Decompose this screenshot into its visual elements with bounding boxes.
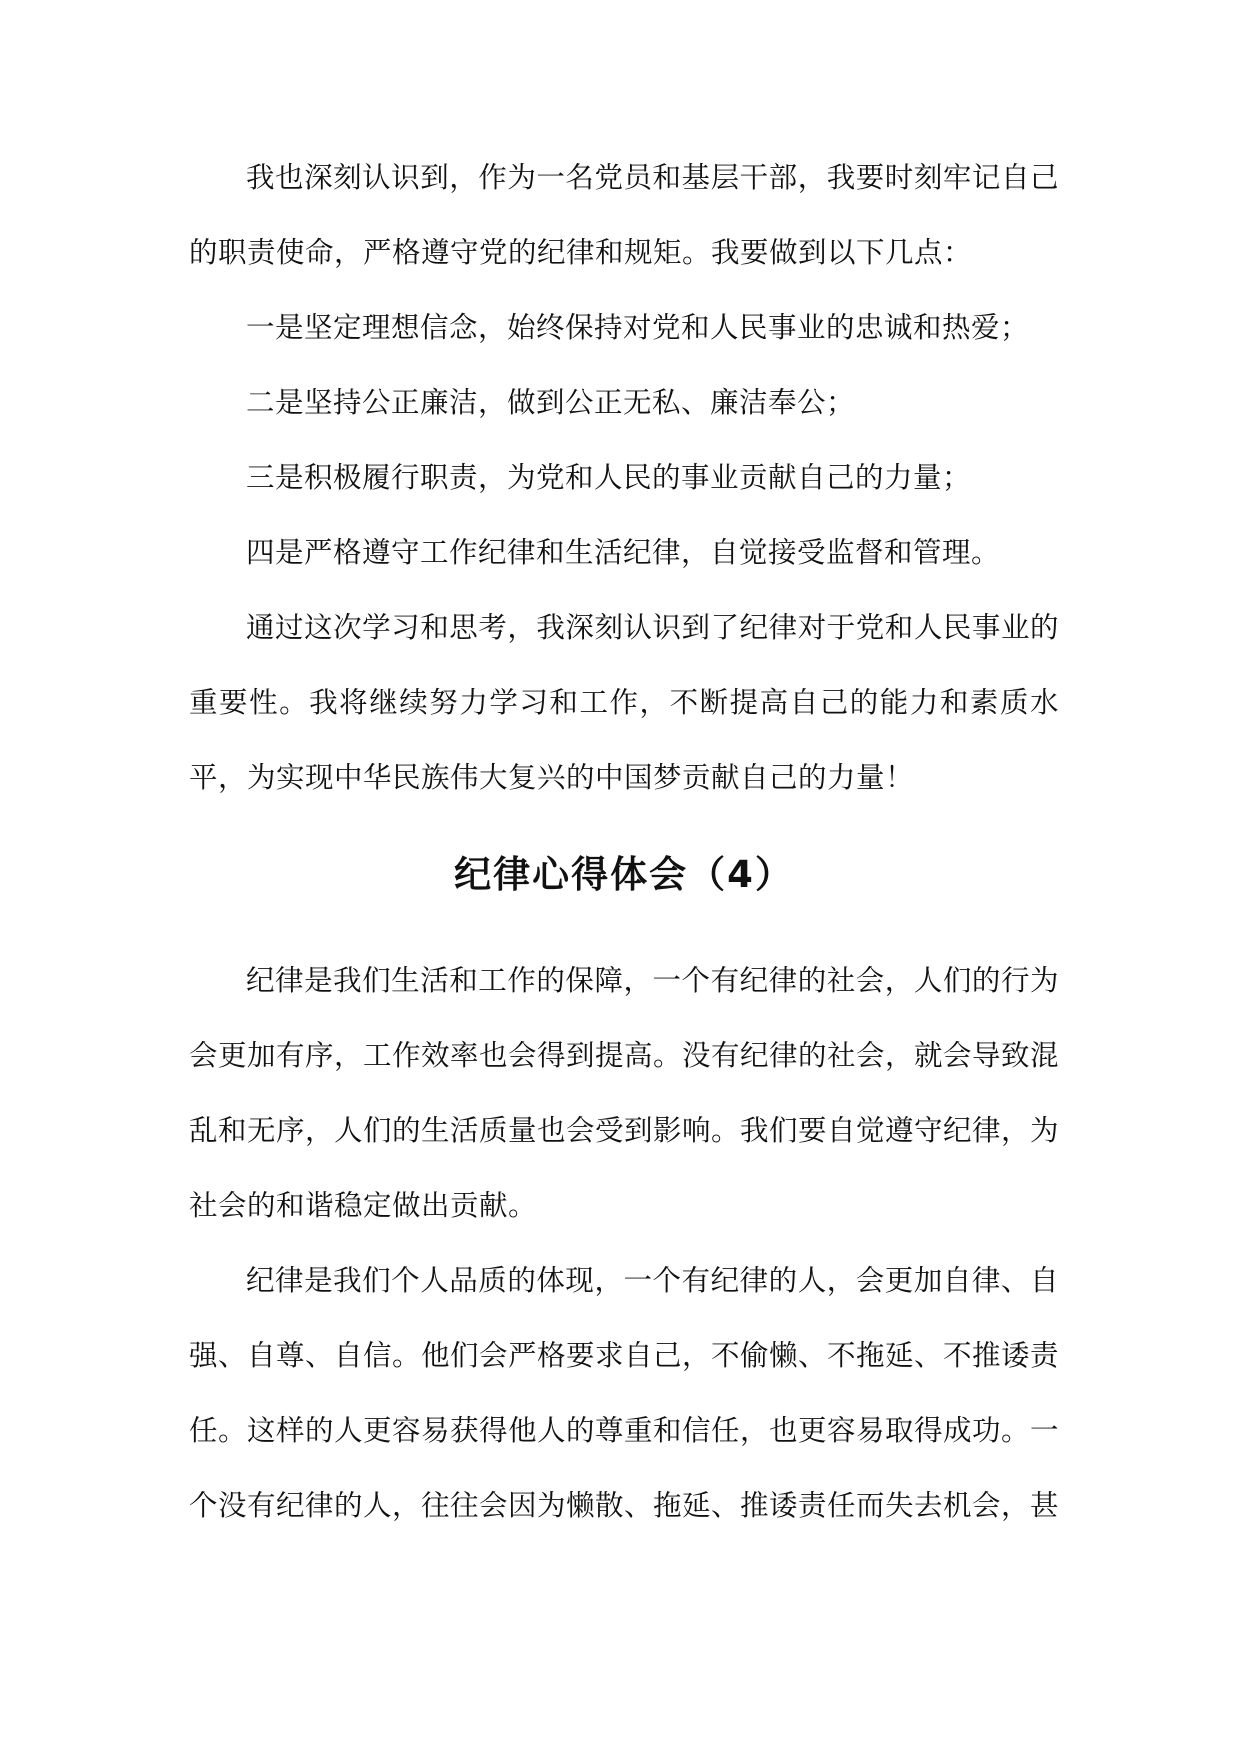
document-body	[189, 140, 1059, 1543]
paragraph: 纪律是我们生活和工作的保障，一个有纪律的社会，人们的行为会更加有序，工作效率也会得到提高。没有纪律的社会，就会导致混乱和无序，人们的生活质量也会受到影响。我们要自觉遵守纪律，为社会的和谐稳定做出贡献。	[189, 964, 1060, 1222]
list-item: 二是坚持公正廉洁，做到公正无私、廉洁奉公；	[246, 386, 856, 419]
section-title: 纪律心得体会（4）	[454, 853, 794, 896]
list-item: 四是严格遵守工作纪律和生活纪律，自觉接受监督和管理。	[246, 536, 1001, 569]
paragraph: 通过这次学习和思考，我深刻认识到了纪律对于党和人民事业的重要性。我将继续努力学习和工作，不断提高自己的能力和素质水平，为实现中华民族伟大复兴的中国梦贡献自己的力量！	[189, 611, 1059, 794]
list-item: 一是坚定理想信念，始终保持对党和人民事业的忠诚和热爱；	[246, 311, 1030, 344]
list-item: 三是积极履行职责，为党和人民的事业贡献自己的力量；	[246, 461, 972, 494]
paragraph: 纪律是我们个人品质的体现，一个有纪律的人，会更加自律、自强、自尊、自信。他们会严格要求自己，不偷懒、不拖延、不推诿责任。这样的人更容易获得他人的尊重和信任，也更容易取得成功。一个没有纪律的人，往往会因为懒散、拖延、推诿责任而失去机会，甚	[189, 1264, 1060, 1522]
paragraph: 我也深刻认识到，作为一名党员和基层干部，我要时刻牢记自己的职责使命，严格遵守党的纪律和规矩。我要做到以下几点：	[189, 161, 1059, 269]
